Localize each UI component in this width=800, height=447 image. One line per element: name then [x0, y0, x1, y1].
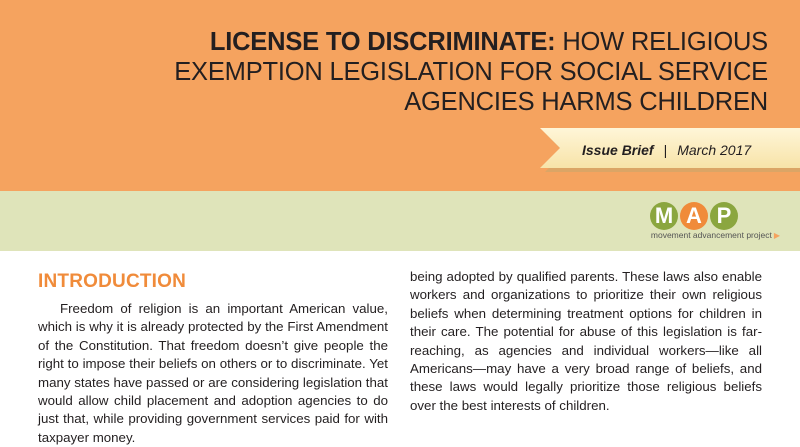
logo-letter-a: A — [680, 202, 708, 230]
intro-paragraph-left: Freedom of religion is an important American value, which is why it is already protected by the First Amendment of the Constitution. That freedom doesn’t give people the right to impose their beliefs on others or to discriminate. Yet many states have passed or are considering legislation that would allow child placement and adoption agencies to do just that, while providing government services paid for with taxpayer money. — [38, 301, 388, 445]
title-rest-part: HOW RELIGIOUS EXEMPTION LEGISLATION FOR SOCIAL SERVICE AGENCIES HARMS CHILDREN — [174, 28, 768, 116]
left-column — [38, 268, 388, 447]
header-banner — [0, 0, 800, 191]
section-heading: INTRODUCTION — [38, 271, 187, 292]
logo-subtitle — [620, 230, 780, 240]
title-bold-part: LICENSE TO DISCRIMINATE: — [209, 28, 556, 56]
issue-label: Issue Brief — [582, 142, 654, 158]
logo-letter-p: P — [710, 202, 738, 230]
document-title — [168, 27, 768, 117]
logo-letter-m: M — [650, 202, 678, 230]
issue-brief-text — [582, 128, 751, 173]
right-column — [410, 268, 762, 415]
intro-paragraph-right: being adopted by qualified parents. These laws also enable workers and organizations to prioritize their own religious beliefs when determining treatment options for children in their care. The potential for abuse of this legislation is far-reaching, as agencies and individual workers—like all Americans—may have a very broad range of beliefs, and these laws would legally prioritize those religious beliefs over the best interests of children. — [410, 269, 762, 413]
logo-arrow-icon: ▶ — [773, 231, 780, 240]
issue-brief-tag — [540, 128, 800, 173]
logo-subtitle-text: movement advancement project — [650, 230, 772, 240]
map-logo — [620, 202, 780, 242]
issue-date: March 2017 — [677, 142, 752, 158]
issue-separator: | — [663, 142, 668, 158]
